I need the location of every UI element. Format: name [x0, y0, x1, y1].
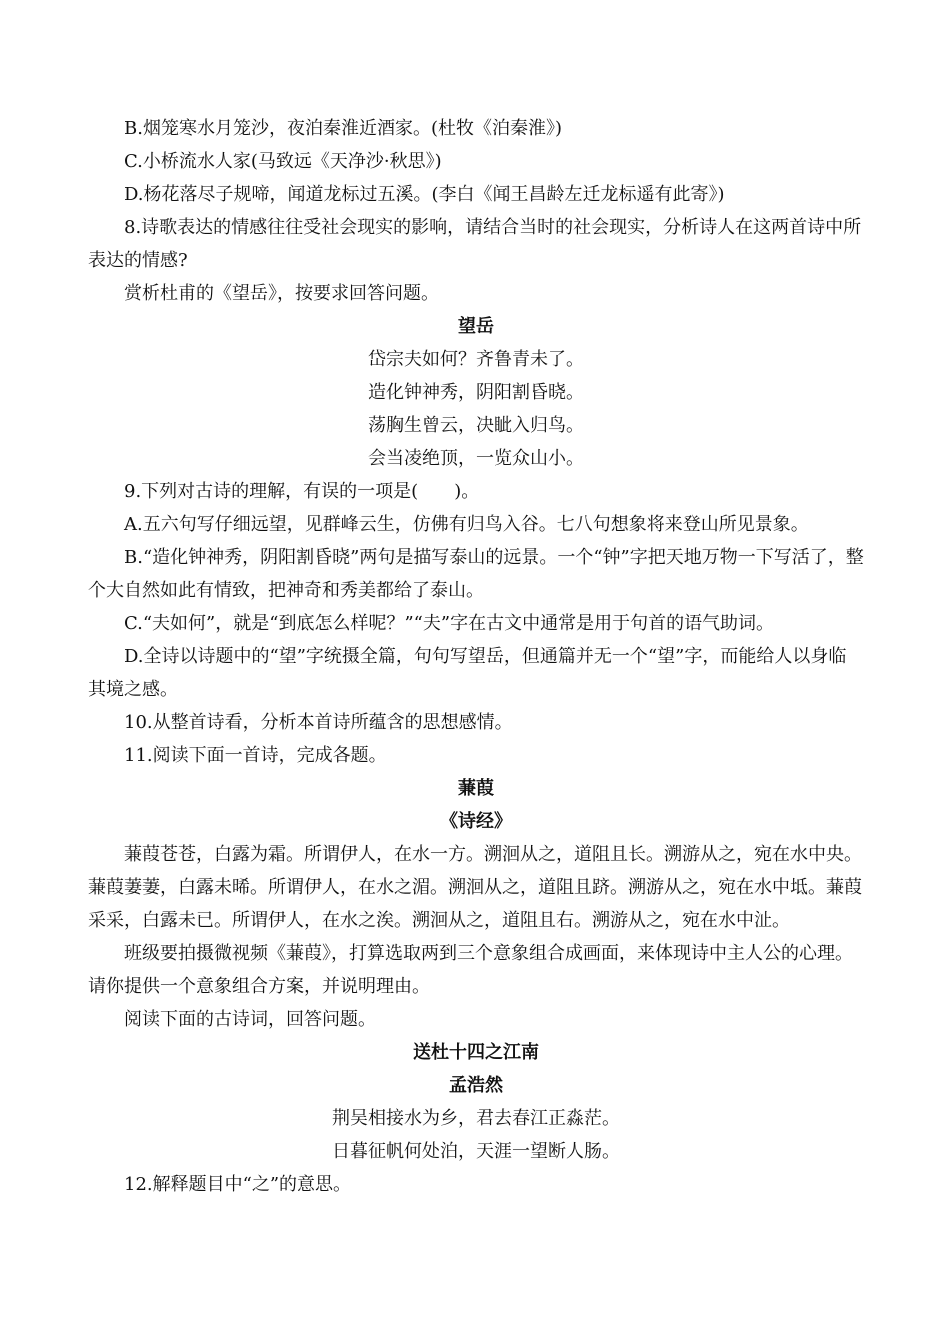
poem1-line: 荡胸生曾云，决眦入归鸟。 [368, 415, 584, 436]
poem2-source: 《诗经》 [440, 811, 512, 832]
question-11-task: 班级要拍摄微视频《蒹葭》，打算选取两到三个意象组合成画面，来体现诗中主人公的心理。请你提供一个意象组合方案，并说明理由。 [88, 943, 853, 997]
question-11: 11.阅读下面一首诗，完成各题。 [124, 745, 387, 766]
option-d-line: D.杨花落尽子规啼，闻道龙标过五溪。(李白《闻王昌龄左迁龙标遥有此寄》) [124, 184, 725, 205]
poem1-line: 造化钟神秀，阴阳割昏晓。 [368, 382, 584, 403]
option-c-line: C.小桥流水人家(马致远《天净沙·秋思》) [124, 151, 442, 172]
question-8: 8.诗歌表达的情感往往受社会现实的影响，请结合当时的社会现实，分析诗人在这两首诗中所表达的情感? [88, 217, 862, 271]
document-page [88, 112, 864, 1201]
poem3-line: 荆吴相接水为乡，君去春江正淼茫。 [332, 1108, 620, 1129]
q9-option-d: D.全诗以诗题中的“望”字统摄全篇，句句写望岳，但通篇并无一个“望”字，而能给人以身临其境之感。 [88, 646, 847, 700]
question-12: 12.解释题目中“之”的意思。 [124, 1174, 352, 1195]
poem3-title: 送杜十四之江南 [413, 1042, 539, 1063]
question-9: 9.下列对古诗的理解，有误的一项是( )。 [124, 481, 480, 502]
poem3-author: 孟浩然 [449, 1075, 503, 1096]
option-b-line: B.烟笼寒水月笼沙，夜泊秦淮近酒家。(杜牧《泊秦淮》) [124, 118, 562, 139]
question-10: 10.从整首诗看，分析本首诗所蕴含的思想感情。 [124, 712, 513, 733]
q9-option-b: B.“造化钟神秀，阴阳割昏晓”两句是描写泰山的远景。一个“钟”字把天地万物一下写活了，整个大自然如此有情致，把神奇和秀美都给了泰山。 [88, 547, 864, 601]
poem2-title: 蒹葭 [458, 778, 494, 799]
q9-option-c: C.“夫如何”，就是“到底怎么样呢？”“夫”字在古文中通常是用于句首的语气助词。 [124, 613, 775, 634]
poem1-intro: 赏析杜甫的《望岳》，按要求回答问题。 [124, 283, 439, 304]
poem2-text: 蒹葭苍苍，白露为霜。所谓伊人，在水一方。溯洄从之，道阻且长。溯游从之，宛在水中央。蒹葭萋萋，白露未晞。所谓伊人，在水之湄。溯洄从之，道阻且跻。溯游从之，宛在水中坻。蒹葭采采，白露未已。所谓伊人，在水之涘。溯洄从之，道阻且右。溯游从之，宛在水中沚。 [88, 844, 862, 931]
poem3-line: 日暮征帆何处泊，天涯一望断人肠。 [332, 1141, 620, 1162]
poem1-line: 会当凌绝顶，一览众山小。 [368, 448, 584, 469]
q9-option-a: A.五六句写仔细远望，见群峰云生，仿佛有归鸟入谷。七八句想象将来登山所见景象。 [124, 514, 809, 535]
poem3-intro: 阅读下面的古诗词，回答问题。 [124, 1009, 376, 1030]
poem1-line: 岱宗夫如何？齐鲁青未了。 [368, 349, 584, 370]
poem1-title: 望岳 [458, 316, 494, 337]
